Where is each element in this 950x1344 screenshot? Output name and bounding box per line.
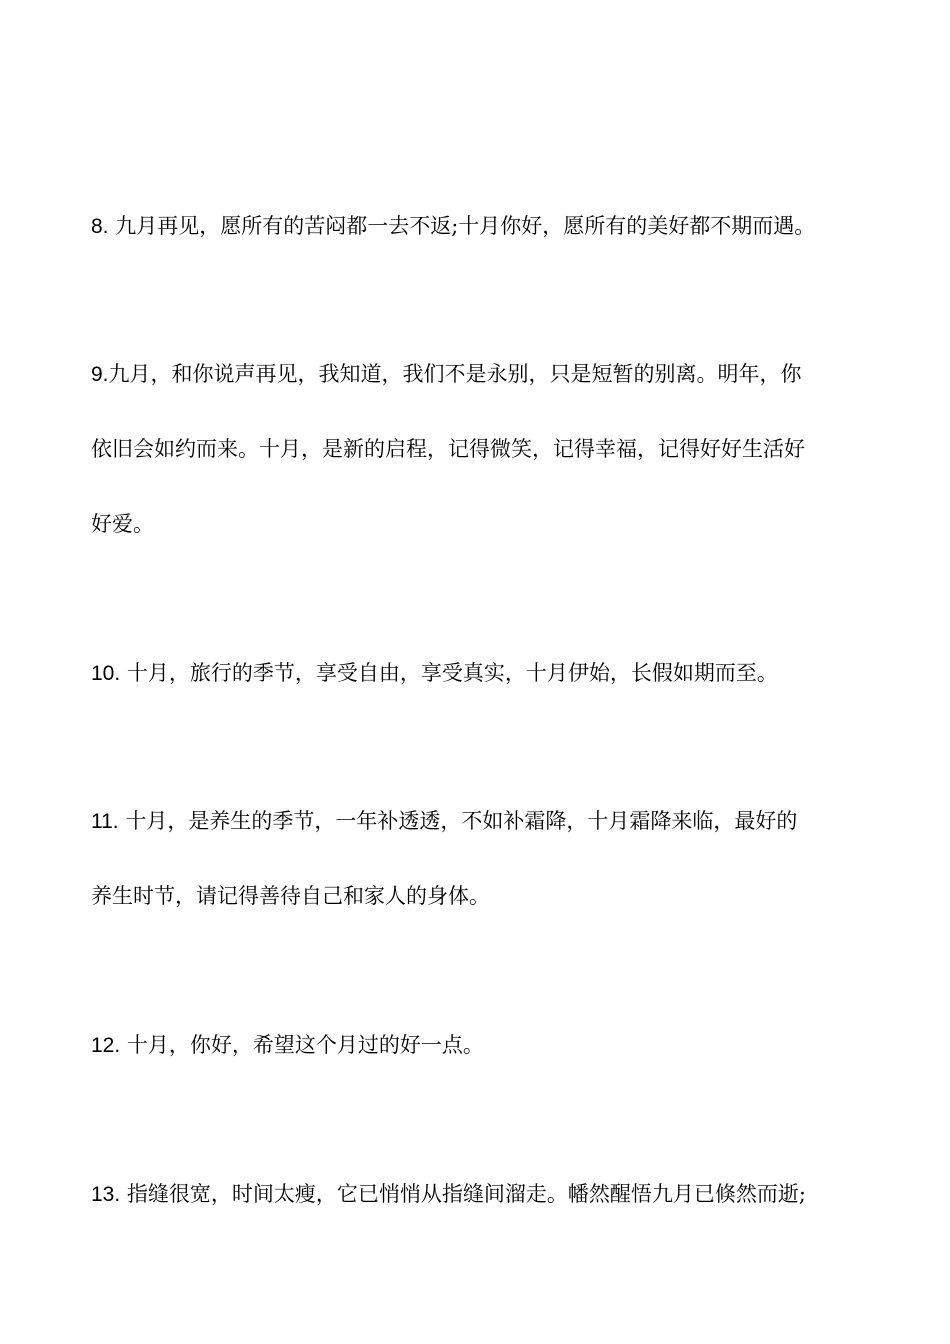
paragraph-text: 十月，是养生的季节，一年补透透，不如补霜降，十月霜降来临，最好的: [125, 809, 798, 833]
paragraph-12-line-1: [91, 1030, 871, 1061]
paragraph-text: 九月再见，愿所有的苦闷都一去不返;十月你好，愿所有的美好都不期而遇。: [115, 214, 816, 238]
paragraph-number: 8.: [91, 215, 109, 238]
paragraph-number: 9.: [91, 363, 109, 386]
paragraph-9-line-3: [91, 509, 871, 539]
paragraph-number: 13.: [91, 1183, 121, 1206]
paragraph-text: 十月，你好，希望这个月过的好一点。: [126, 1033, 484, 1057]
paragraph-10-line-1: [91, 658, 871, 689]
paragraph-text: 指缝很宽，时间太瘦，它已悄悄从指缝间溜走。幡然醒悟九月已倏然而逝;: [126, 1182, 806, 1206]
paragraph-9-line-1: [91, 359, 871, 390]
paragraph-text: 养生时节，请记得善待自己和家人的身体。: [91, 884, 490, 908]
paragraph-8-line-1: [91, 211, 871, 242]
paragraph-13-line-1: [91, 1179, 871, 1210]
paragraph-number: 11.: [91, 810, 119, 833]
paragraph-11-line-1: [91, 806, 871, 837]
paragraph-text: 九月，和你说声再见，我知道，我们不是永别，只是短暂的别离。明年，你: [108, 362, 802, 386]
paragraph-11-line-2: [91, 881, 871, 911]
paragraph-number: 12.: [91, 1034, 121, 1057]
paragraph-number: 10.: [91, 662, 121, 685]
paragraph-9-line-2: [91, 434, 871, 464]
paragraph-text: 十月，旅行的季节，享受自由，享受真实，十月伊始，长假如期而至。: [126, 661, 778, 685]
paragraph-text: 依旧会如约而来。十月，是新的启程，记得微笑，记得幸福，记得好好生活好: [91, 437, 805, 461]
paragraph-text: 好爱。: [91, 512, 154, 536]
